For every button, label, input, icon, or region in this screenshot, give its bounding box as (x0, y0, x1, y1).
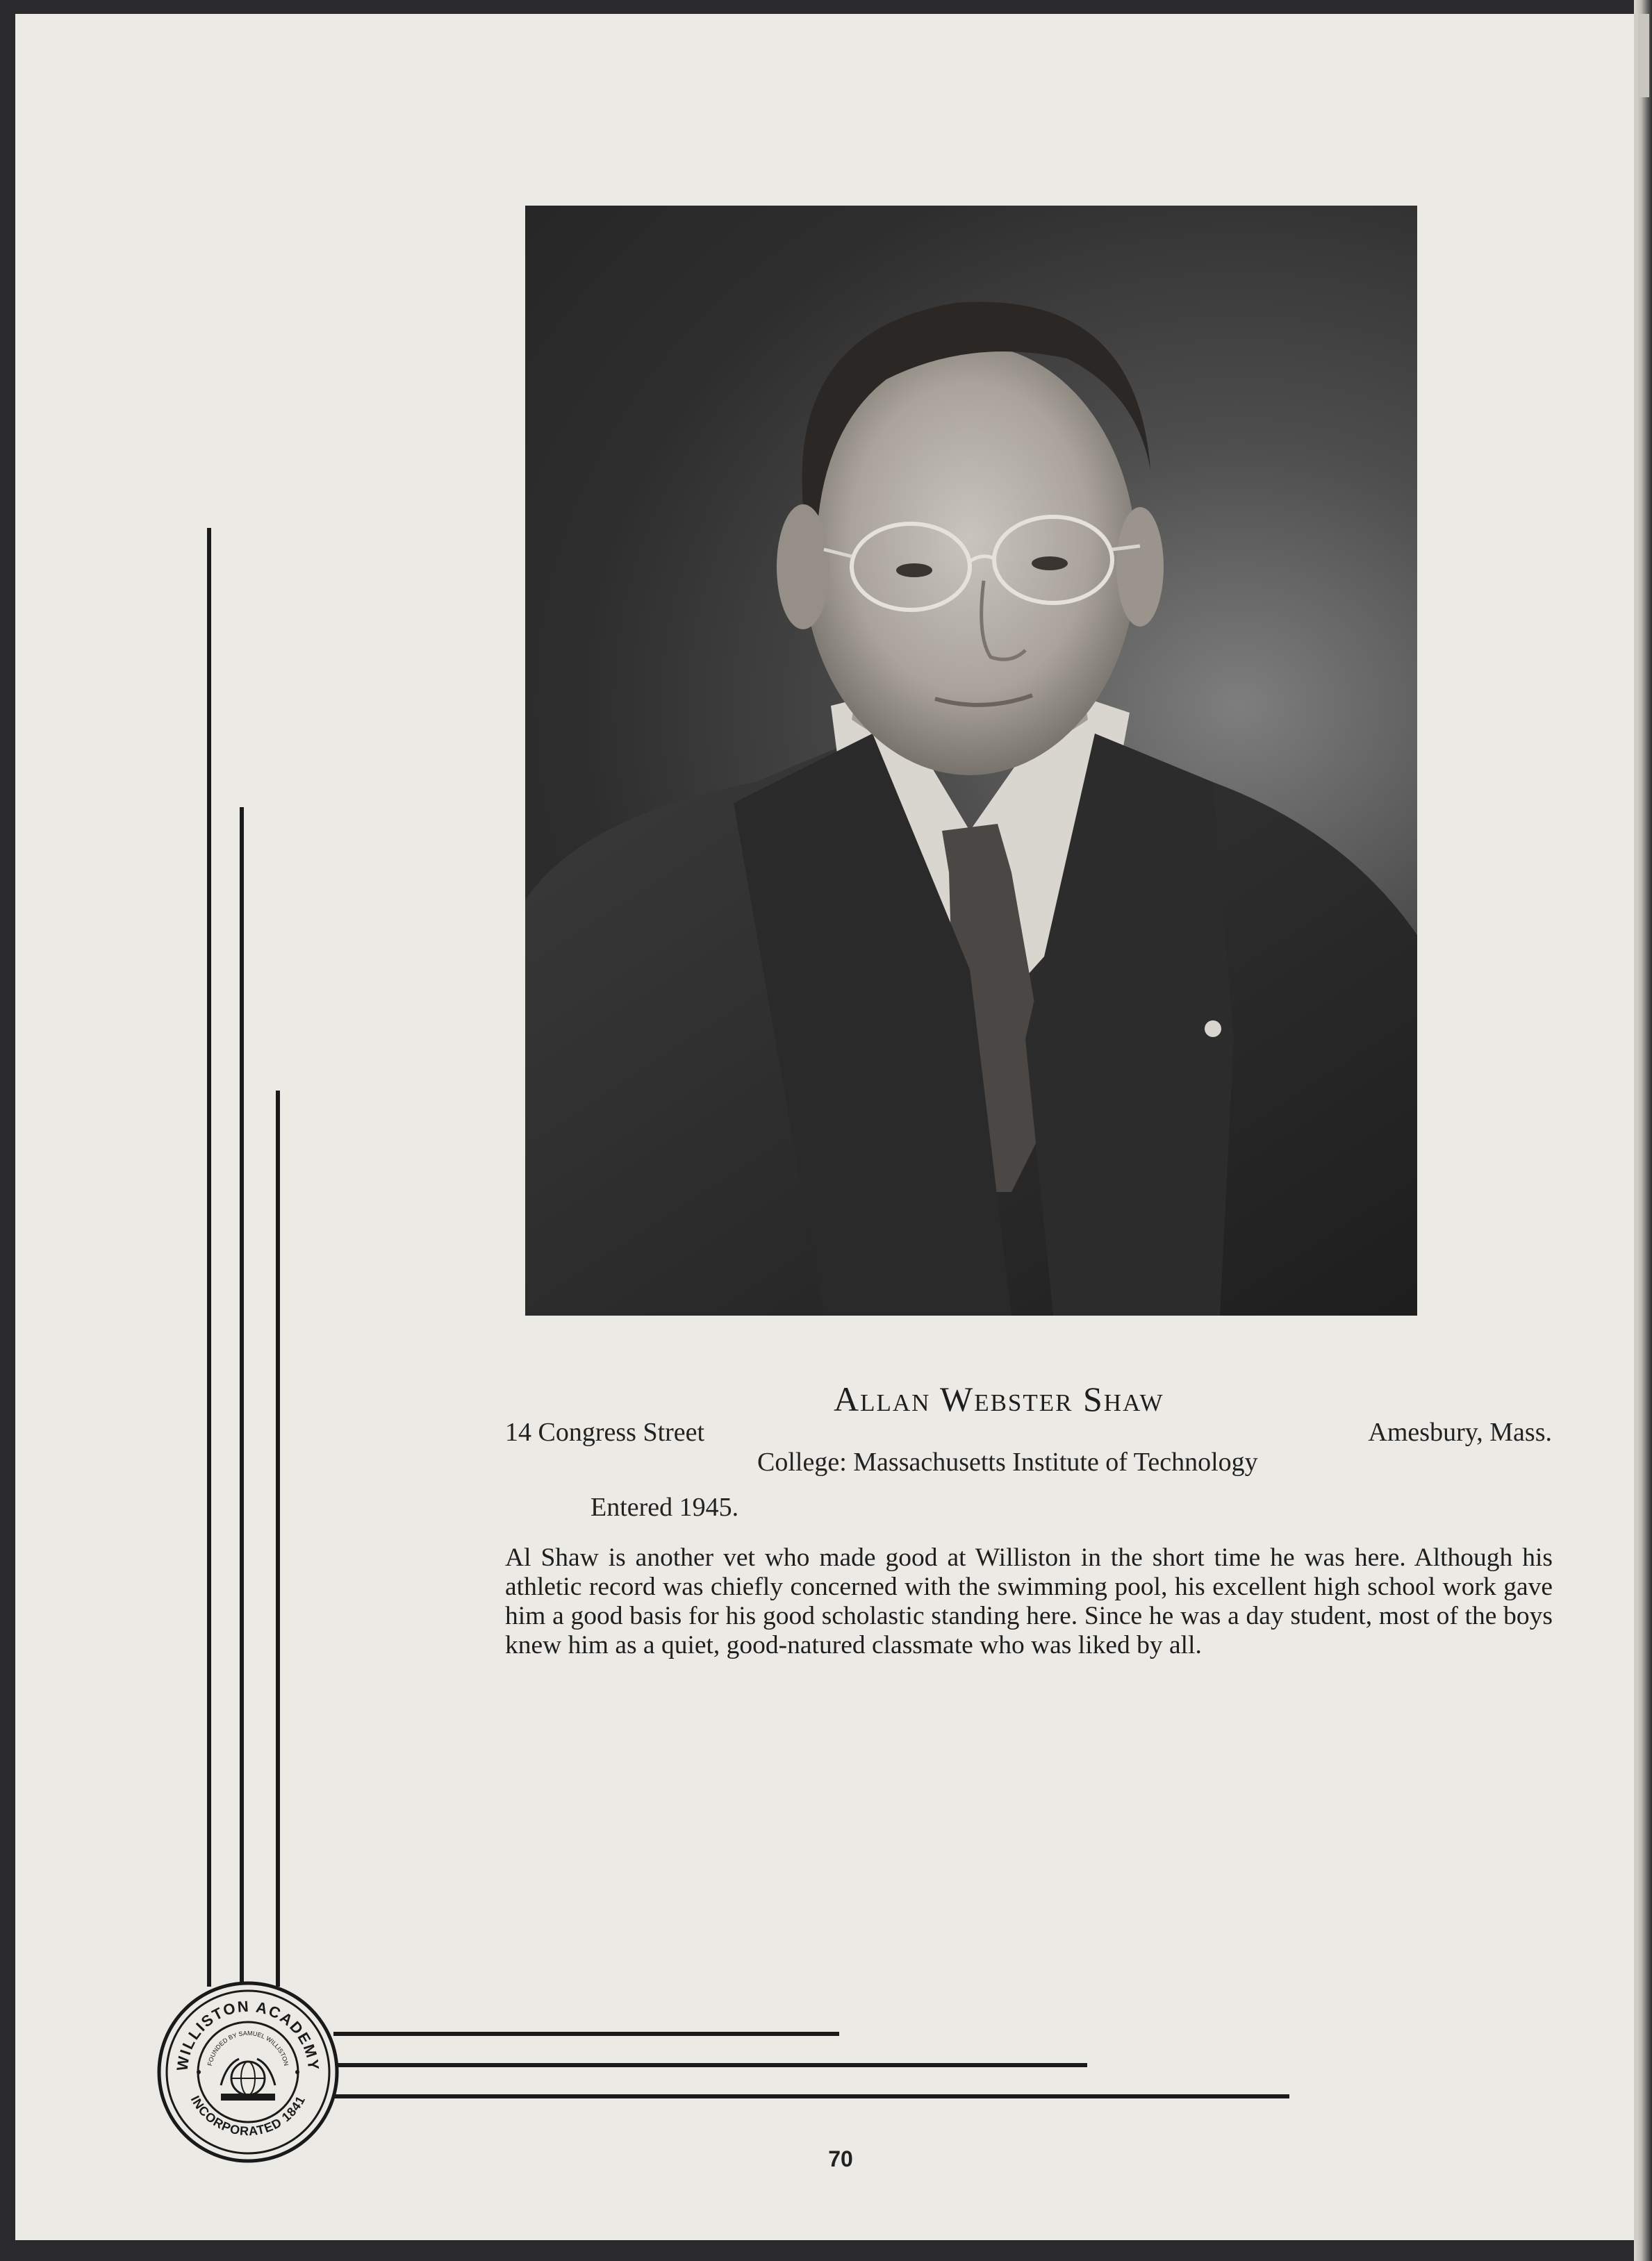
decorative-vertical-rule (276, 1091, 280, 1987)
decorative-horizontal-rule (337, 2063, 1087, 2067)
williston-academy-seal (157, 1981, 339, 2163)
student-biography: Al Shaw is another vet who made good at Williston in the short time he was here. Although his athletic record was chiefly concerned with the swimming pool, his excellent high school work gave him a good basis for his good scholastic standing here. Since he was a day student, most of the boys knew him as a quiet, good-natured classmate who was liked by all. (505, 1543, 1553, 1659)
decorative-vertical-rule (240, 807, 244, 1985)
seal-inner-text: FOUNDED BY SAMUEL WILLISTON (206, 2029, 290, 2067)
page-number: 70 (828, 2146, 853, 2171)
decorative-vertical-rule (207, 528, 211, 1987)
student-town: Amesbury, Mass. (1368, 1418, 1552, 1447)
student-address: 14 Congress Street (505, 1418, 705, 1447)
decorative-horizontal-rule (333, 2094, 1289, 2098)
student-entered-year: Entered 1945. (590, 1493, 739, 1522)
seal-bottom-text: INCORPORATED 1841 (188, 2093, 308, 2139)
binding-tab (1639, 14, 1649, 97)
seal-top-text: WILLISTON ACADEMY (173, 1997, 323, 2072)
student-name: Allan Webster Shaw (834, 1380, 1164, 1418)
student-college: College: Massachusetts Institute of Technology (757, 1448, 1258, 1477)
decorative-horizontal-rule (333, 2032, 839, 2036)
portrait-photo (525, 206, 1417, 1316)
